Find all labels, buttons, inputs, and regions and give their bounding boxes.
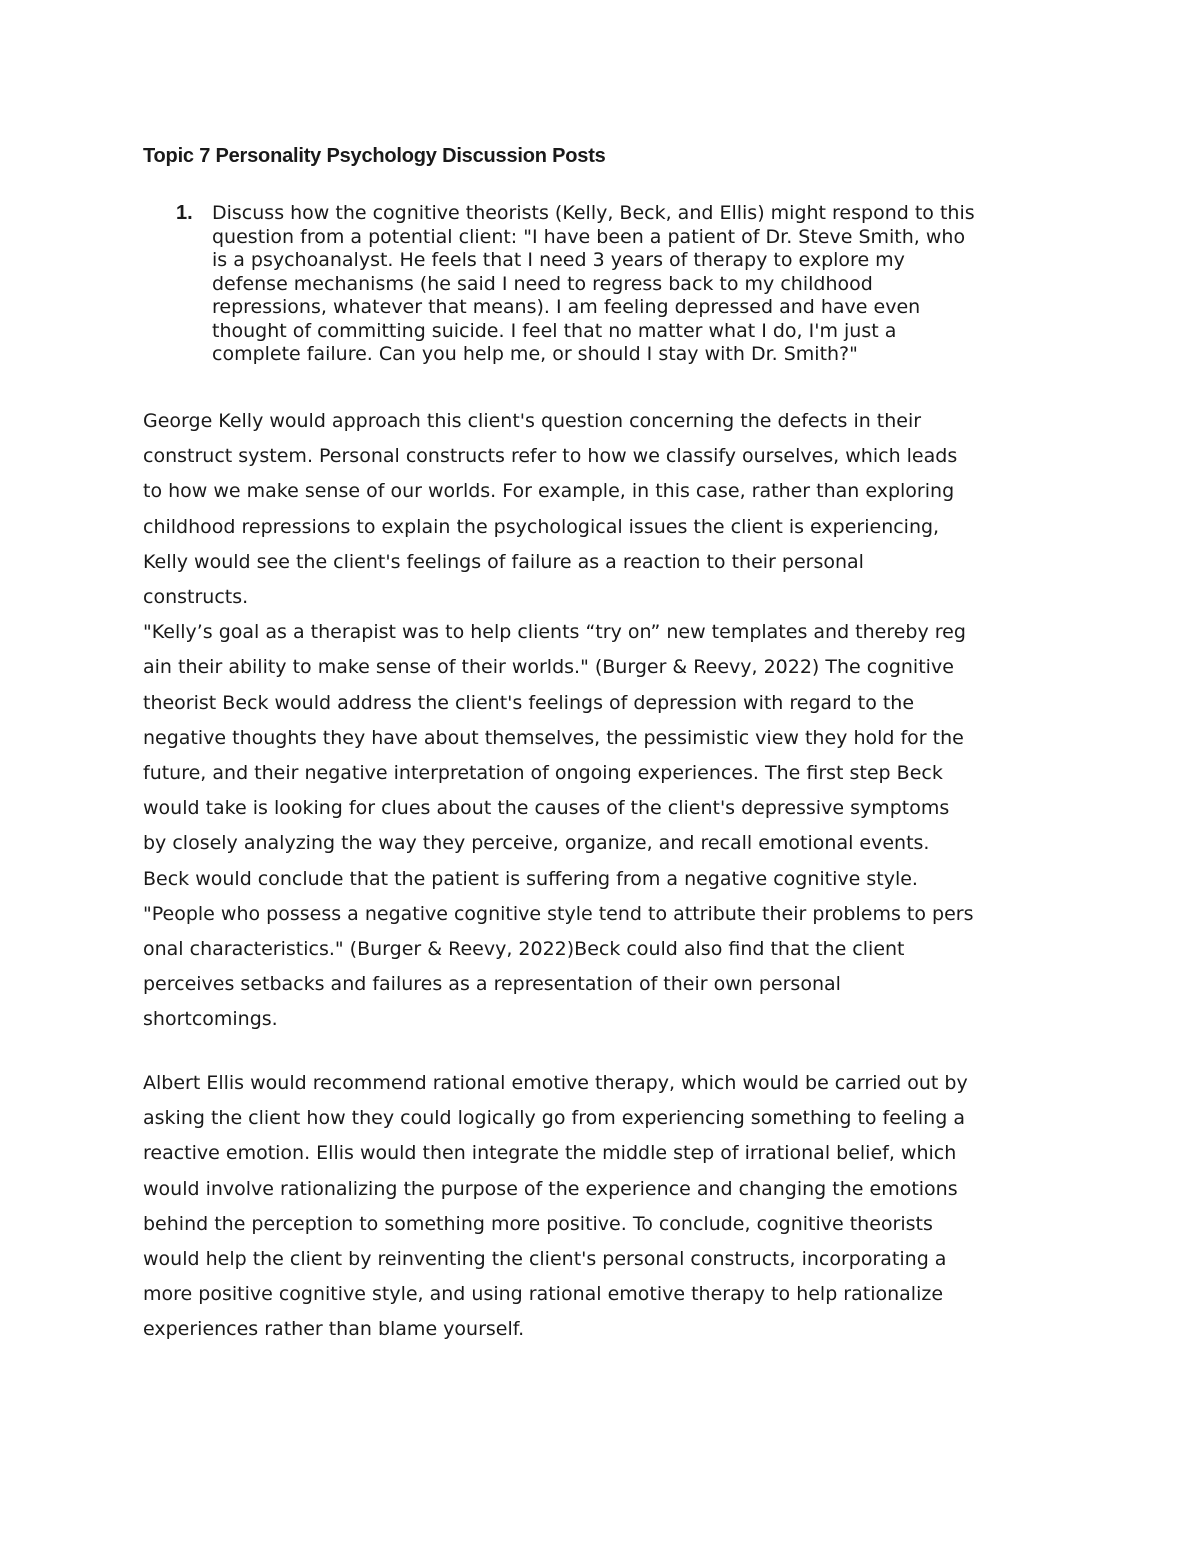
question-line: repressions, whatever that means). I am feeling depressed and have even <box>212 296 921 318</box>
paragraph-kelly-beck <box>143 404 1103 1038</box>
question-line: Discuss how the cognitive theorists (Kelly, Beck, and Ellis) might respond to this <box>212 202 975 224</box>
paragraph-line: theorist Beck would address the client's feelings of depression with regard to the <box>143 691 915 714</box>
paragraph-line: would involve rationalizing the purpose of the experience and changing the emotions <box>143 1177 958 1200</box>
question-line: question from a potential client: "I have been a patient of Dr. Steve Smith, who <box>212 225 966 248</box>
paragraph-line: construct system. Personal constructs refer to how we classify ourselves, which leads <box>143 445 958 468</box>
paragraph-line: future, and their negative interpretation of ongoing experiences. The first step Beck <box>143 762 943 785</box>
paragraph-line: George Kelly would approach this client's question concerning the defects in their <box>143 410 922 432</box>
document-title: Topic 7 Personality Psychology Discussion Posts <box>143 145 606 167</box>
paragraph-line: "People who possess a negative cognitive style tend to attribute their problems to pers <box>143 902 974 925</box>
paragraph-line: by closely analyzing the way they perceive, organize, and recall emotional events. <box>143 832 930 855</box>
numbered-question <box>176 202 1076 367</box>
paragraph-line: would take is looking for clues about the causes of the client's depressive symptoms <box>143 797 950 820</box>
paragraph-line: more positive cognitive style, and using rational emotive therapy to help rationalize <box>143 1283 944 1306</box>
paragraph-ellis <box>143 1066 1103 1348</box>
paragraph-line: "Kelly’s goal as a therapist was to help clients “try on” new templates and thereby reg <box>143 621 966 644</box>
paragraph-line: experiences rather than blame yourself. <box>143 1318 525 1341</box>
question-line: complete failure. Can you help me, or should I stay with Dr. Smith?" <box>212 343 858 365</box>
paragraph-line: negative thoughts they have about themselves, the pessimistic view they hold for the <box>143 726 964 749</box>
paragraph-line: Kelly would see the client's feelings of failure as a reaction to their personal <box>143 550 864 573</box>
question-line: is a psychoanalyst. He feels that I need 3 years of therapy to explore my <box>212 249 905 271</box>
paragraph-line: Albert Ellis would recommend rational emotive therapy, which would be carried out by <box>143 1072 968 1094</box>
paragraph-line: would help the client by reinventing the client's personal constructs, incorporating a <box>143 1248 947 1271</box>
paragraph-line: ain their ability to make sense of their worlds." (Burger & Reevy, 2022) The cognitive <box>143 656 954 679</box>
paragraph-line: shortcomings. <box>143 1008 278 1031</box>
paragraph-line: Beck would conclude that the patient is suffering from a negative cognitive style. <box>143 867 918 890</box>
paragraph-line: childhood repressions to explain the psychological issues the client is experiencing, <box>143 515 940 538</box>
paragraph-line: behind the perception to something more positive. To conclude, cognitive theorists <box>143 1212 933 1235</box>
paragraph-line: to how we make sense of our worlds. For example, in this case, rather than exploring <box>143 480 955 503</box>
paragraph-line: constructs. <box>143 586 249 609</box>
question-line: defense mechanisms (he said I need to regress back to my childhood <box>212 272 873 295</box>
paragraph-line: asking the client how they could logically go from experiencing something to feeling a <box>143 1107 965 1130</box>
paragraph-line: perceives setbacks and failures as a representation of their own personal <box>143 973 841 996</box>
paragraph-line: onal characteristics." (Burger & Reevy, 2022)Beck could also find that the client <box>143 938 905 961</box>
paragraph-line: reactive emotion. Ellis would then integrate the middle step of irrational belief, which <box>143 1142 957 1165</box>
question-line: thought of committing suicide. I feel that no matter what I do, I'm just a <box>212 319 897 342</box>
question-number: 1. <box>176 202 193 224</box>
